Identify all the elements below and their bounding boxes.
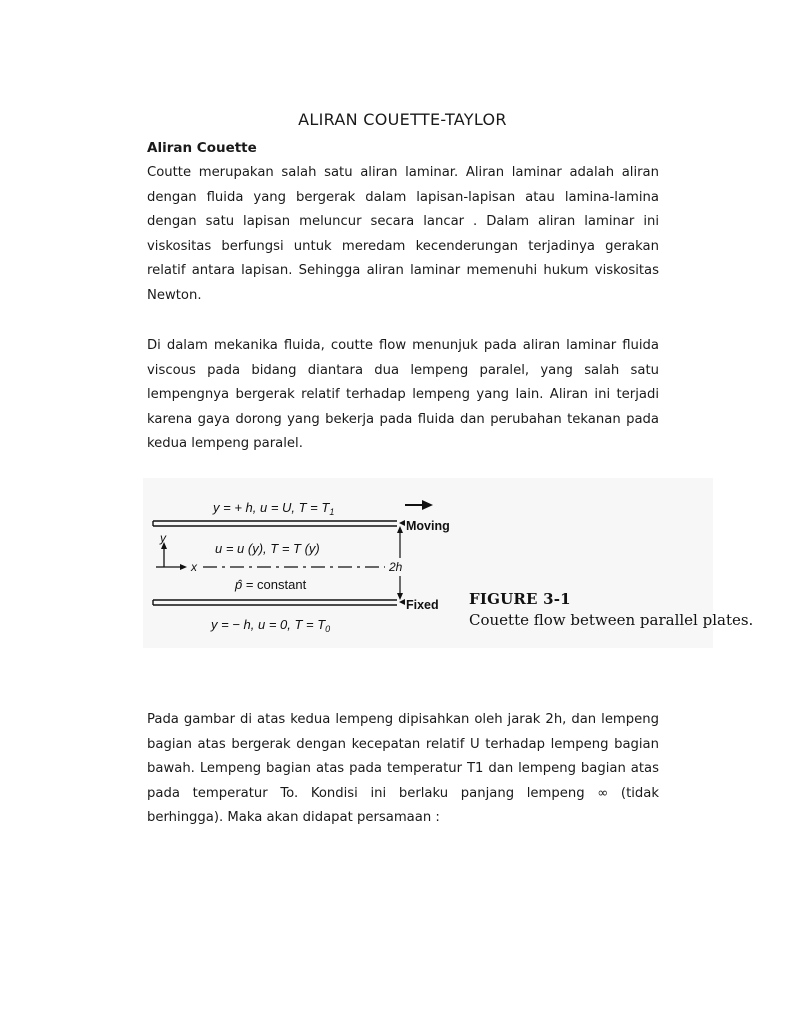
moving-plate (153, 521, 397, 526)
pressure-label: p̂ = constant (235, 577, 307, 592)
fixed-label: Fixed (406, 598, 439, 612)
figure-couette-flow (143, 478, 754, 648)
section-heading: Aliran Couette (147, 140, 257, 156)
moving-label: Moving (406, 519, 450, 533)
paragraph-definition: Di dalam mekanika fluida, coutte flow menunjuk pada aliran laminar fluida viscous pada bidang diantara dua lempeng paralel, yang salah satu lempengnya bergerak relatif terhadap lempeng yang lain. Aliran ini terjadi karena gaya dorong yang bekerja pada fluida dan perubahan tekanan pada kedua lempeng paralel. (147, 338, 659, 452)
fixed-pointer (399, 599, 405, 605)
figure-number: FIGURE 3-1 (469, 590, 571, 608)
paragraph-intro: Coutte merupakan salah satu aliran laminar. Aliran laminar adalah aliran dengan fluida yang bergerak dalam lapisan-lapisan atau lamina-lamina dengan satu lapisan meluncur secara lancar . Dalam aliran laminar ini viskositas berfungsi untuk meredam kecenderungan terjadinya gerakan relatif antara lapisan. Sehingga aliran laminar memenuhi hukum viskositas Newton. (147, 165, 659, 303)
bottom-condition-label: y = − h, u = 0, $T = T_0$ (211, 617, 331, 634)
figure-description: Couette flow between parallel plates. (469, 611, 754, 629)
moving-direction-arrow (405, 500, 433, 510)
fixed-plate (153, 600, 397, 605)
document-title: ALIRAN COUETTE-TAYLOR (298, 110, 507, 129)
x-axis-label: x (191, 560, 197, 574)
couette-diagram (143, 478, 450, 648)
figure-caption (469, 590, 753, 629)
coordinate-axes (156, 542, 187, 570)
top-condition-label: y = + h, u = U, $T = T_1$ (213, 500, 335, 517)
velocity-profile-label: u = u (y), T = T (y) (215, 541, 320, 556)
gap-label: 2h (389, 560, 403, 574)
y-axis-label: y (160, 531, 166, 545)
moving-pointer (399, 520, 405, 526)
paragraph-explanation: Pada gambar di atas kedua lempeng dipisahkan oleh jarak 2h, dan lempeng bagian atas bergerak dengan kecepatan relatif U terhadap lempeng bagian bawah. Lempeng bagian atas pada temperatur T1 dan lempeng bagian atas pada temperatur To. Kondisi ini berlaku panjang lempeng ∞ (tidak berhingga). Maka akan didapat persamaan : (147, 712, 659, 826)
